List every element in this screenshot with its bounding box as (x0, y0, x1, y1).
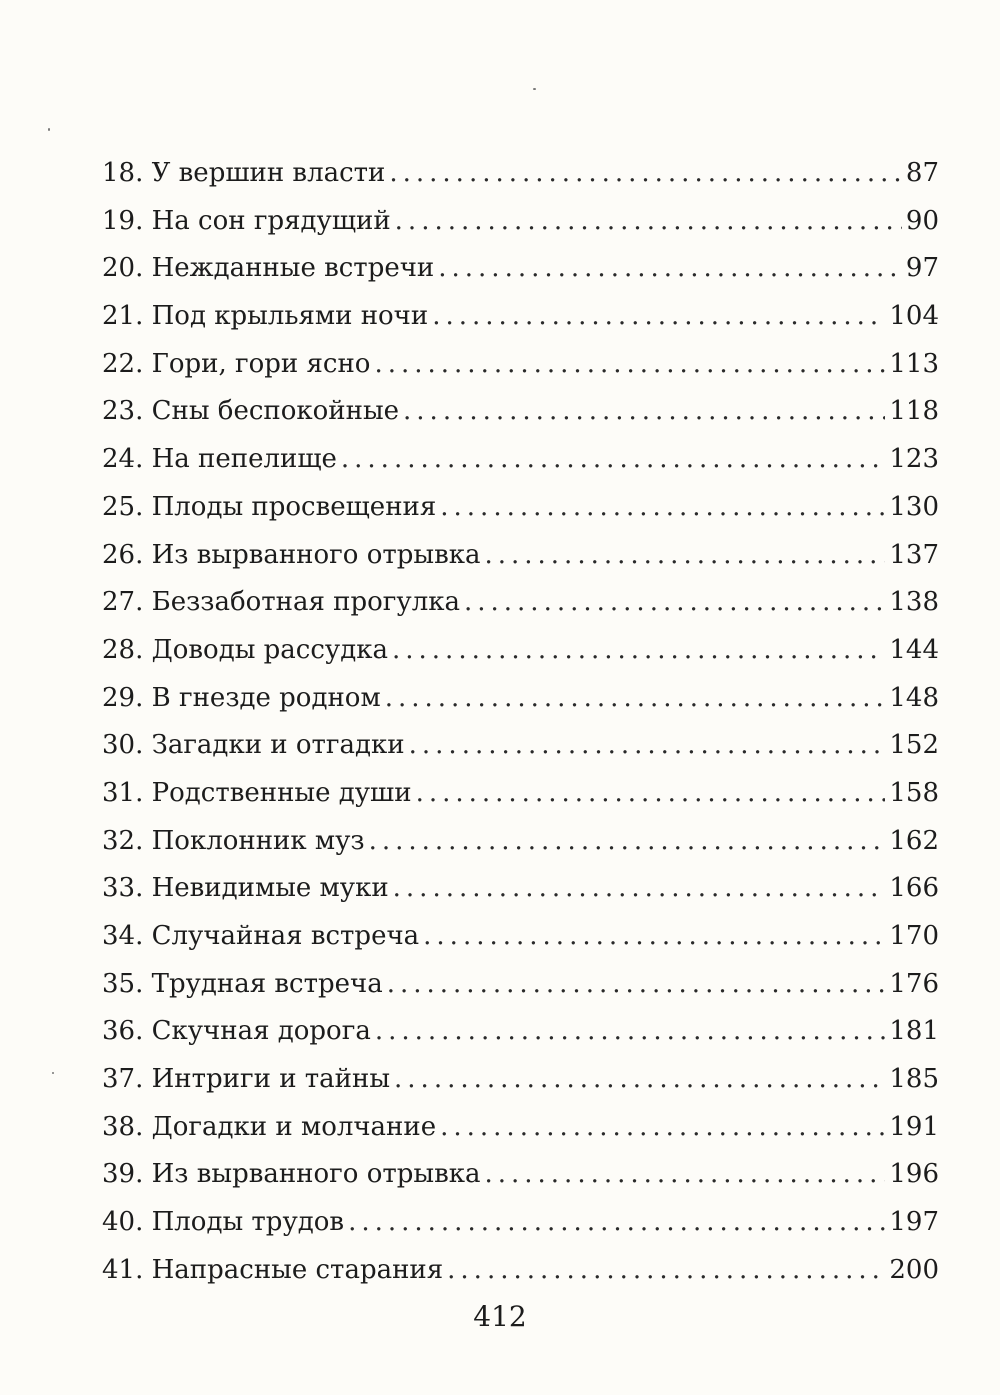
toc-entry-page: 87 (905, 158, 939, 188)
toc-entry-page: 197 (889, 1207, 939, 1238)
dot-leader (484, 532, 885, 580)
toc-entry[interactable] (102, 1247, 939, 1295)
toc-entry-title: 32. Поклонник муз (102, 825, 365, 856)
dot-leader (369, 818, 886, 866)
toc-entry[interactable] (102, 484, 939, 532)
toc-entry-title: 19. На сон грядущий (102, 205, 391, 236)
dot-leader (432, 293, 885, 341)
dot-leader (423, 913, 885, 961)
toc-entry-page: 176 (889, 968, 939, 999)
toc-entry-page: 130 (889, 491, 939, 522)
scan-speck (533, 88, 536, 90)
dot-leader (374, 341, 885, 389)
toc-entry-title: 21. Под крыльями ночи (102, 301, 429, 332)
toc-entry-page: 191 (889, 1111, 939, 1142)
dot-leader (416, 770, 886, 818)
toc-entry[interactable] (102, 1008, 939, 1056)
dot-leader (409, 722, 886, 770)
toc-entry-title: 25. Плоды просвещения (102, 491, 437, 522)
toc-entry-title: 37. Интриги и тайны (102, 1064, 391, 1095)
toc-entry-title: 26. Из вырванного отрывка (102, 539, 481, 570)
toc-entry[interactable] (102, 1104, 939, 1152)
toc-entry-page: 166 (889, 873, 939, 904)
toc-entry[interactable] (102, 1151, 939, 1199)
dot-leader (341, 436, 885, 484)
toc-entry[interactable] (102, 388, 939, 436)
dot-leader (394, 1056, 885, 1104)
toc-entry-page: 185 (889, 1064, 939, 1095)
dot-leader (393, 865, 886, 913)
toc-entry-page: 158 (889, 777, 939, 808)
toc-entry-title: 30. Загадки и отгадки (102, 730, 405, 761)
toc-entry[interactable] (102, 150, 939, 198)
toc-entry-page: 196 (889, 1159, 939, 1190)
dot-leader (387, 961, 886, 1009)
dot-leader (440, 1104, 885, 1152)
toc-entry[interactable] (102, 341, 939, 389)
toc-entry-title: 18. У вершин власти (102, 158, 386, 188)
toc-entry-title: 31. Родственные души (102, 777, 412, 808)
dot-leader (438, 245, 902, 293)
toc-entry-title: 24. На пепелище (102, 444, 337, 475)
dot-leader (464, 579, 885, 627)
toc-entry-title: 27. Беззаботная прогулка (102, 587, 460, 618)
toc-entry-title: 38. Догадки и молчание (102, 1111, 437, 1142)
toc-entry[interactable] (102, 913, 939, 961)
toc-entry-title: 36. Скучная дорога (102, 1016, 371, 1047)
toc-entry-title: 35. Трудная встреча (102, 968, 383, 999)
dot-leader (385, 675, 886, 723)
dot-leader (440, 484, 885, 532)
toc-entry-title: 29. В гнезде родном (102, 682, 381, 713)
page-number: 412 (473, 1300, 527, 1333)
dot-leader (403, 388, 885, 436)
toc-entry[interactable] (102, 627, 939, 675)
toc-entry-page: 97 (905, 253, 939, 284)
toc-entry[interactable] (102, 293, 939, 341)
toc-entry-title: 20. Нежданные встречи (102, 253, 435, 284)
dot-leader (447, 1247, 885, 1295)
toc-entry-page: 148 (889, 682, 939, 713)
toc-entry[interactable] (102, 722, 939, 770)
dot-leader (484, 1151, 885, 1199)
toc-entry[interactable] (102, 770, 939, 818)
toc-entry-title: 28. Доводы рассудка (102, 634, 388, 665)
toc-entry-page: 170 (889, 921, 939, 951)
dot-leader (348, 1199, 885, 1247)
toc-entry[interactable] (102, 1199, 939, 1247)
scan-speck (48, 128, 50, 131)
toc-entry[interactable] (102, 1056, 939, 1104)
toc-entry-title: 41. Напрасные старания (102, 1254, 444, 1285)
toc-entry[interactable] (102, 675, 939, 723)
toc-entry-page: 181 (889, 1016, 939, 1047)
toc-entry-page: 123 (889, 444, 939, 475)
toc-entry-page: 144 (889, 634, 939, 665)
toc-entry[interactable] (102, 532, 939, 580)
toc-entry[interactable] (102, 818, 939, 866)
toc-entry-title: 39. Из вырванного отрывка (102, 1159, 481, 1190)
toc-entry[interactable] (102, 579, 939, 627)
toc-entry[interactable] (102, 245, 939, 293)
toc-entry-page: 104 (889, 301, 939, 332)
toc-entry[interactable] (102, 961, 939, 1009)
dot-leader (395, 198, 902, 246)
toc-entry-page: 162 (889, 825, 939, 856)
toc-entry[interactable] (102, 865, 939, 913)
toc-entry[interactable] (102, 436, 939, 484)
scan-speck (52, 1072, 54, 1074)
toc-entry-page: 113 (889, 348, 939, 379)
toc-entry-title: 40. Плоды трудов (102, 1207, 345, 1238)
toc-entry-page: 200 (889, 1254, 939, 1285)
table-of-contents (102, 150, 939, 1295)
toc-entry-page: 138 (889, 587, 939, 618)
dot-leader (375, 1008, 886, 1056)
toc-entry[interactable] (102, 198, 939, 246)
toc-entry-title: 33. Невидимые муки (102, 873, 389, 904)
toc-entry-page: 137 (889, 539, 939, 570)
toc-entry-title: 23. Сны беспокойные (102, 396, 400, 427)
toc-entry-title: 22. Гори, гори ясно (102, 348, 371, 379)
toc-entry-title: 34. Случайная встреча (102, 921, 420, 951)
toc-entry-page: 90 (905, 205, 939, 236)
toc-entry-page: 152 (889, 730, 939, 761)
dot-leader (389, 150, 902, 198)
dot-leader (392, 627, 885, 675)
toc-entry-page: 118 (889, 396, 939, 427)
